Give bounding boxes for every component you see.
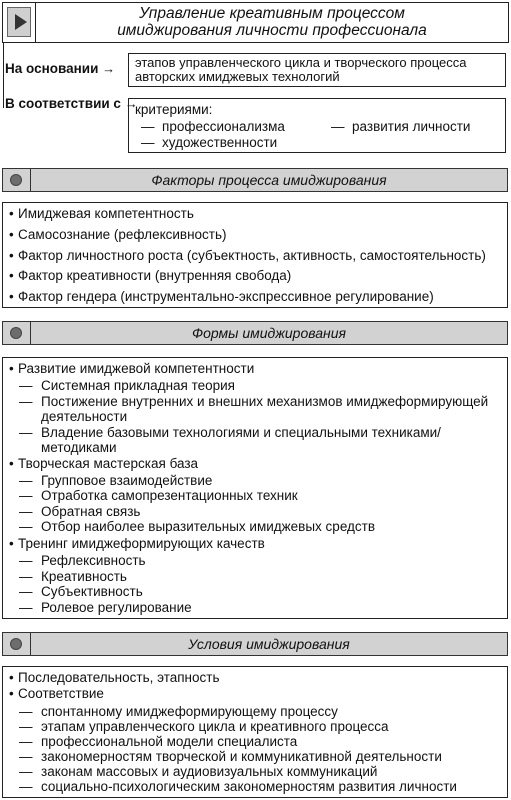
- list-item: • Творческая мастерская база: [9, 456, 199, 471]
- criteria-heading: критериями:: [135, 102, 213, 117]
- sub-item: — закономерностям творческой и коммуникативной деятельности: [19, 749, 442, 764]
- sub-item-cont: деятельности: [41, 409, 128, 424]
- list-item: • Фактор креативности (внутренняя свобода): [9, 268, 292, 283]
- play-cell: [3, 3, 36, 42]
- sub-item: — законам массовых и аудиовизуальных коммуникаций: [19, 764, 378, 779]
- sub-item: — Ролевое регулирование: [19, 600, 192, 615]
- list-item: • Соответствие: [9, 686, 104, 701]
- sub-item: — Групповое взаимодействие: [19, 473, 213, 488]
- play-icon: [7, 7, 31, 37]
- sub-item: — Отработка самопрезентационных техник: [19, 488, 298, 503]
- criteria-box: [128, 98, 506, 153]
- list-item: • Тренинг имиджеформирующих качеств: [9, 536, 265, 551]
- section-title: Условия имиджирования: [188, 636, 350, 652]
- forms-box: [2, 357, 508, 619]
- sub-item: — Субъективность: [19, 584, 143, 599]
- arrow-right-icon: →: [124, 96, 138, 111]
- basis-box: [128, 53, 506, 87]
- circle-icon: [10, 174, 22, 186]
- list-item: • Последовательность, этапность: [9, 670, 220, 685]
- criteria-item: — профессионализма: [141, 118, 285, 134]
- header-title-line1: Управление креативным процессом: [139, 5, 405, 22]
- sub-item: — Рефлексивность: [19, 553, 146, 568]
- basis-label: На основании →: [5, 61, 116, 76]
- basis-text-line1: этапов управленческого цикла и творческого процесса: [135, 55, 467, 70]
- criteria-item: — художественности: [141, 135, 278, 150]
- sub-item: — Владение базовыми технологиями и специальными техниками/: [19, 425, 441, 440]
- accordance-label: В соответствии с →: [5, 96, 138, 111]
- header-title: [37, 5, 507, 39]
- list-item: • Развитие имиджевой компетентности: [9, 361, 255, 376]
- header-box: [2, 2, 509, 43]
- section-bar-factors: [2, 168, 508, 192]
- circle-icon: [10, 638, 22, 650]
- sub-item: — Постижение внутренних и внешних механизмов имиджеформирующей: [19, 394, 489, 409]
- sub-item: — Креативность: [19, 569, 127, 584]
- list-item: • Самосознание (рефлексивность): [9, 227, 227, 242]
- factors-box: [2, 202, 508, 308]
- section-title: Формы имиджирования: [192, 325, 346, 341]
- section-bar-conditions: [2, 632, 508, 656]
- sub-item: — этапам управленческого цикла и креативного процесса: [19, 719, 389, 734]
- sub-item-cont: методиками: [41, 440, 117, 455]
- sub-item: — Отбор наиболее выразительных имиджевых средств: [19, 519, 376, 534]
- arrow-right-icon: →: [102, 61, 116, 76]
- sub-item: — Системная прикладная теория: [19, 378, 235, 393]
- sub-item: — профессиональной модели специалиста: [19, 734, 298, 749]
- list-item: • Фактор гендера (инструментально-экспрессивное регулирование): [9, 289, 434, 304]
- conditions-box: [2, 666, 508, 798]
- sub-item: — социально-психологическим закономерностям развития личности: [19, 779, 457, 794]
- section-bar-forms: [2, 321, 508, 345]
- connector-line: [3, 43, 4, 108]
- list-item: • Фактор личностного роста (субъектность, активность, самостоятельность): [9, 248, 486, 263]
- circle-icon: [10, 327, 22, 339]
- header-title-line2: имиджирования личности профессионала: [117, 22, 427, 39]
- sub-item: — спонтанному имиджеформирующему процессу: [19, 704, 338, 719]
- sub-item: — Обратная связь: [19, 504, 141, 519]
- list-item: • Имиджевая компетентность: [9, 206, 194, 221]
- section-title: Факторы процесса имиджирования: [151, 172, 387, 188]
- basis-text-line2: авторских имиджевых технологий: [135, 69, 340, 84]
- criteria-item: — развития личности: [331, 118, 471, 134]
